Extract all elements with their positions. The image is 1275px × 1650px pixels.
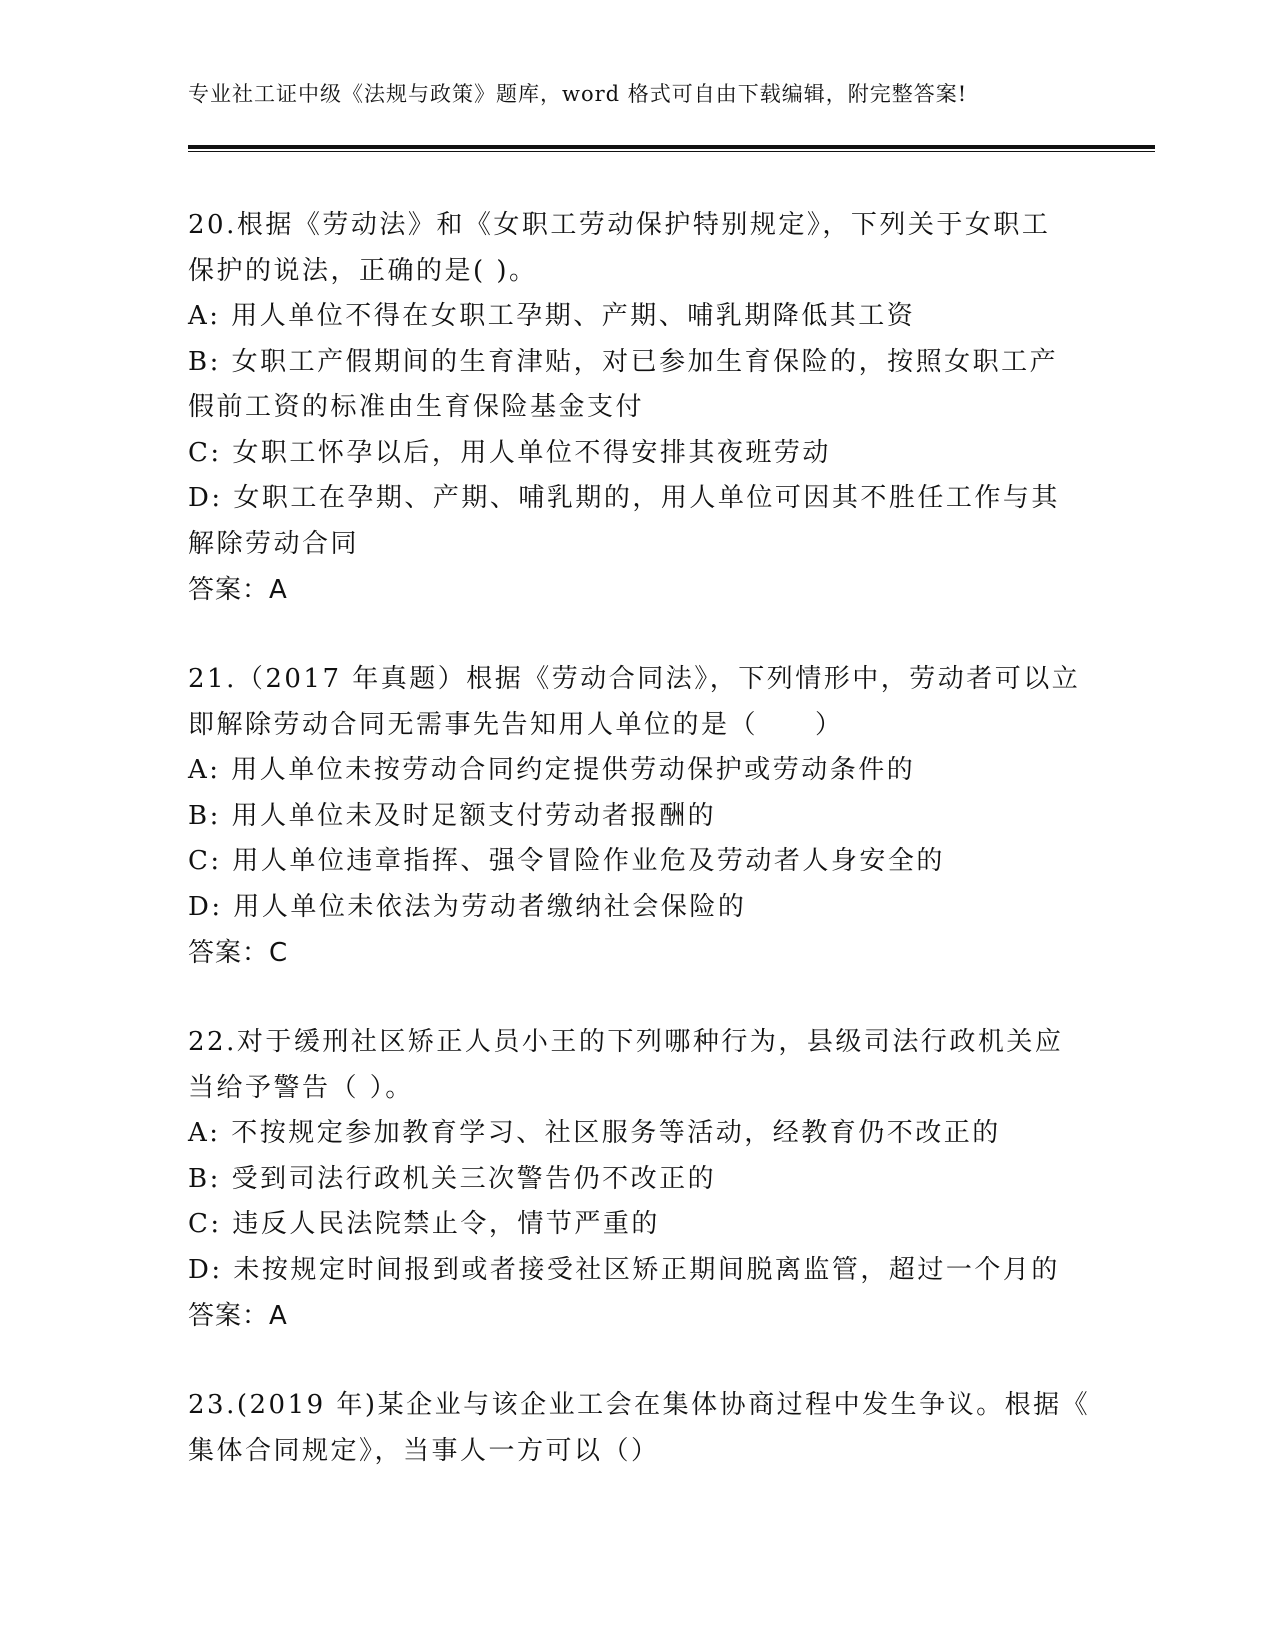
option-a: A: 用人单位不得在女职工孕期、产期、哺乳期降低其工资 — [188, 301, 916, 331]
option-c: C: 用人单位违章指挥、强令冒险作业危及劳动者人身安全的 — [188, 846, 945, 876]
question-stem-line: 22.对于缓刑社区矫正人员小王的下列哪种行为，县级司法行政机关应 — [188, 1027, 1064, 1057]
question-stem-line: 23.(2019 年)某企业与该企业工会在集体协商过程中发生争议。根据《 — [188, 1390, 1091, 1420]
answer-label: 答案：A — [188, 1301, 288, 1331]
option-c: C: 违反人民法院禁止令，情节严重的 — [188, 1209, 660, 1239]
option-a: A: 不按规定参加教育学习、社区服务等活动，经教育仍不改正的 — [188, 1118, 1001, 1148]
question-stem-line: 即解除劳动合同无需事先告知用人单位的是（ ） — [188, 709, 844, 740]
question-21 — [188, 657, 1088, 976]
option-c: C: 女职工怀孕以后，用人单位不得安排其夜班劳动 — [188, 437, 831, 468]
question-23 — [188, 1383, 1091, 1474]
option-b: B: 女职工产假期间的生育津贴，对已参加生育保险的，按照女职工产 — [188, 346, 1059, 377]
question-stem-line: 20.根据《劳动法》和《女职工劳动保护特别规定》，下列关于女职工 — [188, 210, 1051, 240]
option-d: D: 女职工在孕期、产期、哺乳期的，用人单位可因其不胜任工作与其 — [188, 483, 1060, 513]
question-22 — [188, 1020, 1088, 1339]
question-stem-line: 21.（2017 年真题）根据《劳动合同法》，下列情形中，劳动者可以立 — [188, 664, 1081, 694]
option-d: D: 用人单位未依法为劳动者缴纳社会保险的 — [188, 891, 747, 922]
option-d-continued: 解除劳动合同 — [188, 528, 360, 559]
answer-label: 答案：C — [188, 938, 289, 968]
question-stem-line: 当给予警告（ ）。 — [188, 1072, 414, 1103]
question-stem-line: 保护的说法，正确的是( )。 — [188, 255, 538, 286]
question-stem-line: 集体合同规定》，当事人一方可以（） — [188, 1435, 660, 1466]
question-list — [188, 203, 1091, 1518]
answer-label: 答案：A — [188, 575, 288, 605]
header-rule-thick — [188, 145, 1155, 149]
header-rule-thin — [188, 151, 1155, 152]
option-d: D: 未按规定时间报到或者接受社区矫正期间脱离监管，超过一个月的 — [188, 1254, 1060, 1285]
page-header: 专业社工证中级《法规与政策》题库，word 格式可自由下载编辑，附完整答案! — [188, 82, 968, 106]
question-20 — [188, 203, 1088, 613]
option-b: B: 用人单位未及时足额支付劳动者报酬的 — [188, 800, 717, 831]
option-b-continued: 假前工资的标准由生育保险基金支付 — [188, 392, 645, 422]
option-b: B: 受到司法行政机关三次警告仍不改正的 — [188, 1163, 717, 1194]
option-a: A: 用人单位未按劳动合同约定提供劳动保护或劳动条件的 — [188, 755, 916, 785]
